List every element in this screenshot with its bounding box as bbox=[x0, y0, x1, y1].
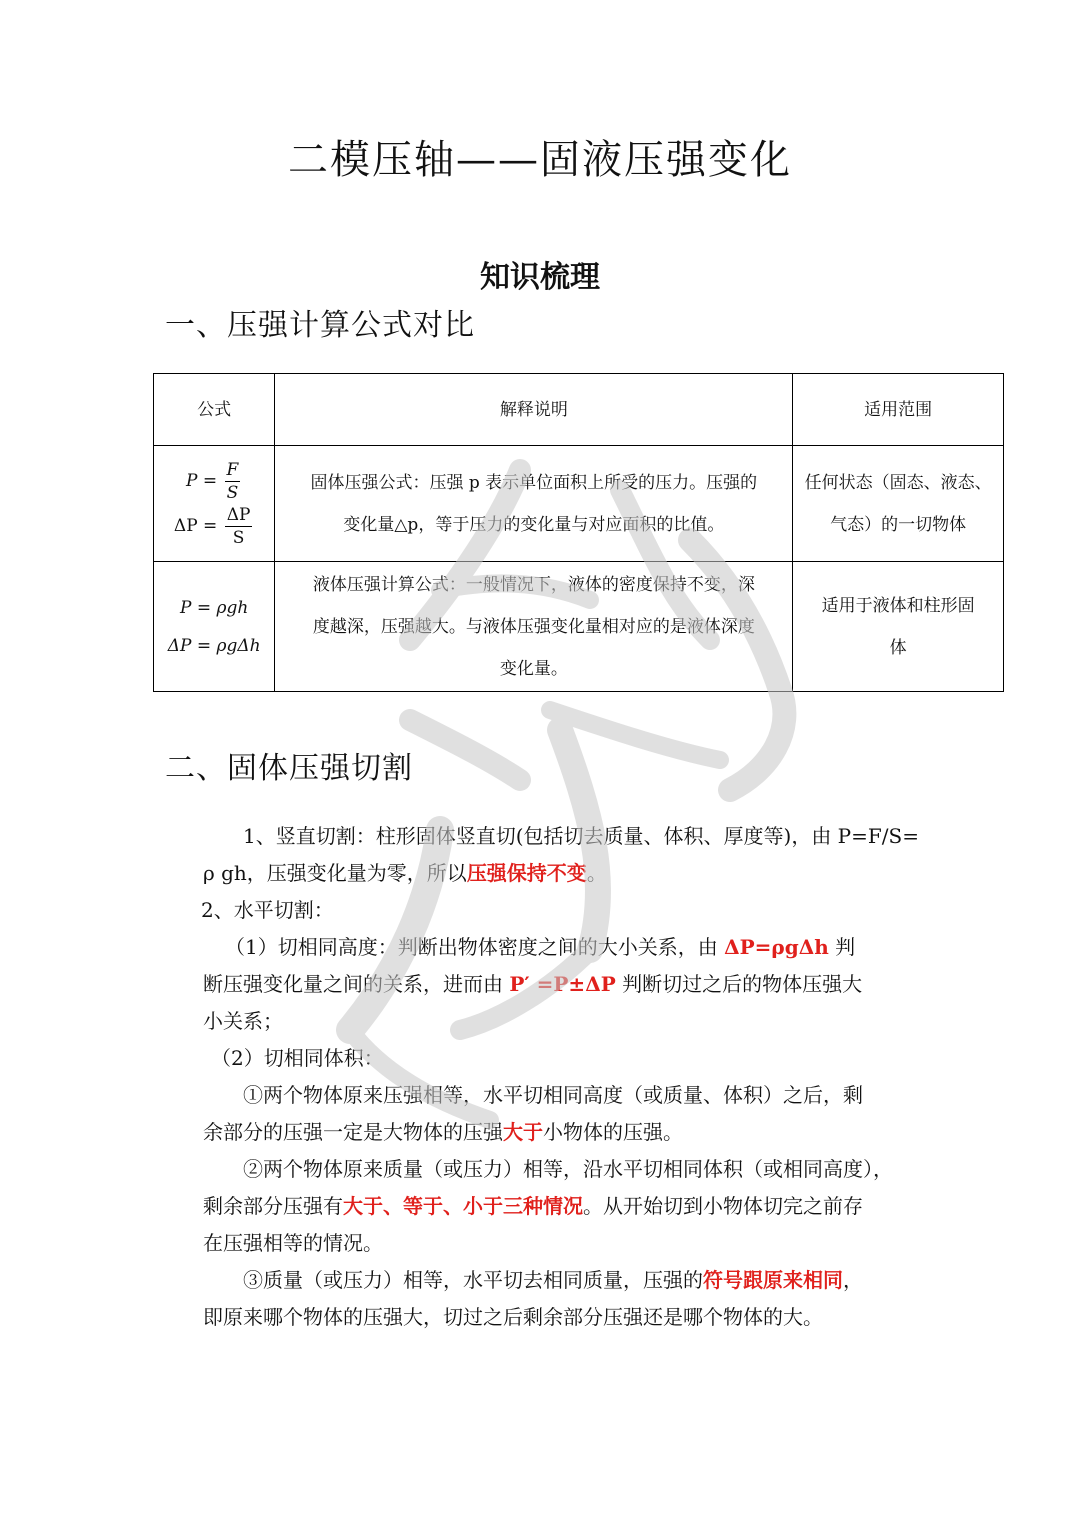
formula-lhs: P = bbox=[186, 470, 218, 491]
header-formula: 公式 bbox=[154, 374, 275, 446]
paragraph-vertical-cut-cont bbox=[203, 855, 919, 892]
text-run: 。从开始切到小物体切完之前存 bbox=[583, 1194, 863, 1218]
paragraph-horizontal-cut bbox=[201, 892, 919, 929]
scope-line: 气态）的一切物体 bbox=[830, 514, 967, 535]
document-subtitle: 知识梳理 bbox=[480, 260, 600, 295]
text-run: 判 bbox=[828, 935, 856, 959]
fraction-numerator: ΔP bbox=[226, 504, 251, 525]
document-title: 二模压轴——固液压强变化 bbox=[288, 137, 792, 183]
table-header-row bbox=[154, 374, 1004, 446]
scope-line: 任何状态（固态、液态、 bbox=[804, 472, 992, 493]
explanation-cell bbox=[275, 446, 793, 562]
table-row bbox=[154, 446, 1004, 562]
text-run: 判断切过之后的物体压强大 bbox=[615, 972, 863, 996]
scope-cell bbox=[793, 446, 1004, 562]
formula-comparison-table bbox=[153, 373, 1004, 692]
formula-cell bbox=[154, 446, 275, 562]
paragraph-vertical-cut bbox=[203, 818, 919, 855]
text-run: ， bbox=[843, 1268, 863, 1292]
header-scope: 适用范围 bbox=[793, 374, 1004, 446]
paragraph-same-height bbox=[203, 929, 919, 966]
paragraph-case-1 bbox=[203, 1077, 919, 1114]
fraction-denominator: S bbox=[226, 482, 239, 503]
text-run: （1）切相同高度：判断出物体密度之间的大小关系，由 bbox=[225, 935, 725, 959]
paragraph-case-1-cont bbox=[203, 1114, 919, 1151]
highlight-text: 压强保持不变 bbox=[466, 861, 587, 885]
formula-solid-pressure-change bbox=[155, 504, 273, 549]
text-run: 即原来哪个物体的压强大，切过之后剩余部分压强还是哪个物体的大。 bbox=[203, 1305, 823, 1329]
text-run: 余部分的压强一定是大物体的压强 bbox=[203, 1120, 503, 1144]
table-row bbox=[154, 562, 1004, 692]
text-run: 。 bbox=[586, 861, 607, 885]
fraction bbox=[225, 459, 241, 504]
formula-liquid-pressure: P = ρgh bbox=[180, 597, 249, 618]
explanation-line: 变化量△p，等于压力的变化量与对应面积的比值。 bbox=[343, 514, 725, 535]
text-run: ①两个物体原来压强相等，水平切相同高度（或质量、体积）之后，剩 bbox=[243, 1083, 863, 1107]
text-run: ρ gh，压强变化量为零，所以 bbox=[203, 861, 467, 885]
text-run: 小关系； bbox=[203, 1009, 283, 1033]
explanation-line: 度越深，压强越大。与液体压强变化量相对应的是液体深度 bbox=[312, 616, 755, 637]
section-heading-2: 二、固体压强切割 bbox=[165, 751, 413, 786]
explanation-line: 变化量。 bbox=[499, 658, 568, 679]
text-run: 断压强变化量之间的关系，进而由 bbox=[203, 972, 510, 996]
highlight-text: 符号跟原来相同 bbox=[703, 1268, 843, 1292]
text-run: （2）切相同体积： bbox=[211, 1046, 384, 1070]
scope-line: 适用于液体和柱形固 bbox=[821, 595, 975, 616]
explanation-line: 液体压强计算公式：一般情况下，液体的密度保持不变，深 bbox=[312, 574, 755, 595]
paragraph-case-2-cont bbox=[203, 1188, 919, 1225]
paragraph-same-height-cont bbox=[203, 966, 919, 1003]
text-run: ②两个物体原来质量（或压力）相等，沿水平切相同体积（或相同高度）， bbox=[243, 1157, 893, 1181]
fraction bbox=[225, 504, 253, 549]
scope-line: 体 bbox=[889, 637, 907, 658]
fraction-numerator: F bbox=[226, 459, 239, 480]
paragraph-case-2-end bbox=[203, 1225, 919, 1262]
header-explanation: 解释说明 bbox=[275, 374, 793, 446]
formula-cell bbox=[154, 562, 275, 692]
paragraph-case-3 bbox=[203, 1262, 919, 1299]
explanation-cell bbox=[275, 562, 793, 692]
section-heading-1: 一、压强计算公式对比 bbox=[165, 308, 475, 343]
formula-liquid-pressure-change: ΔP = ρgΔh bbox=[167, 635, 261, 656]
text-run: ③质量（或压力）相等，水平切去相同质量，压强的 bbox=[243, 1268, 703, 1292]
highlight-text: P′ =P±ΔP bbox=[509, 972, 616, 996]
paragraph-case-3-cont bbox=[203, 1299, 919, 1336]
formula-lhs: ΔP = bbox=[173, 515, 218, 536]
scope-cell bbox=[793, 562, 1004, 692]
paragraph-case-2 bbox=[203, 1151, 919, 1188]
text-run: 小物体的压强。 bbox=[543, 1120, 683, 1144]
paragraph-same-volume bbox=[211, 1040, 919, 1077]
explanation-line: 固体压强公式：压强 p 表示单位面积上所受的压力。压强的 bbox=[310, 472, 758, 493]
paragraph-same-height-end bbox=[203, 1003, 919, 1040]
section-2-body bbox=[203, 818, 919, 1336]
highlight-text: 大于、等于、小于三种情况 bbox=[343, 1194, 583, 1218]
text-run: 剩余部分压强有 bbox=[203, 1194, 343, 1218]
highlight-text: 大于 bbox=[503, 1120, 543, 1144]
formula-solid-pressure bbox=[155, 459, 273, 504]
text-run: 在压强相等的情况。 bbox=[203, 1231, 383, 1255]
highlight-text: ΔP=ρgΔh bbox=[724, 935, 829, 959]
text-run: 2、水平切割： bbox=[201, 898, 334, 922]
text-run: 1、竖直切割：柱形固体竖直切(包括切去质量、体积、厚度等)，由 P=F/S= bbox=[243, 824, 919, 848]
fraction-denominator: S bbox=[232, 527, 245, 548]
